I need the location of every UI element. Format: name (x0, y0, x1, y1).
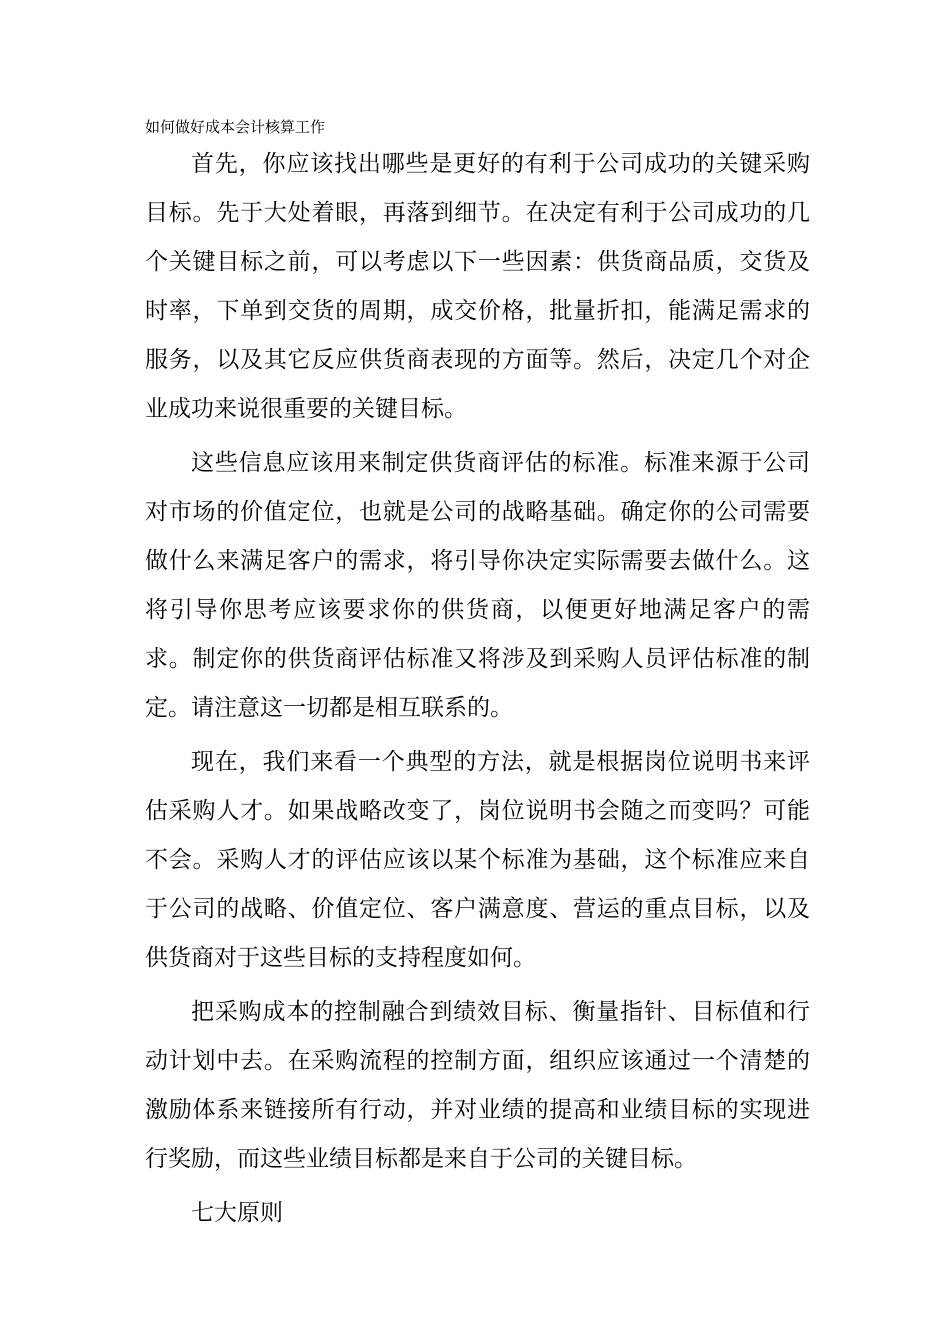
paragraph-3: 现在，我们来看一个典型的方法，就是根据岗位说明书来评估采购人才。如果战略改变了，岗位说明书会随之而变吗？可能不会。采购人才的评估应该以某个标准为基础，这个标准应来自于公司的战略、价值定位、客户满意度、营运的重点目标，以及供货商对于这些目标的支持程度如何。 (145, 749, 810, 971)
paragraph-2: 这些信息应该用来制定供货商评估的标准。标准来源于公司对市场的价值定位，也就是公司的战略基础。确定你的公司需要做什么来满足客户的需求，将引导你决定实际需要去做什么。这将引导你思考应该要求你的供货商，以便更好地满足客户的需求。制定你的供货商评估标准又将涉及到采购人员评估标准的制定。请注意这一切都是相互联系的。 (145, 450, 810, 721)
document-body (145, 140, 810, 1238)
document-title: 如何做好成本会计核算工作 (145, 118, 326, 136)
paragraph-4: 把采购成本的控制融合到绩效目标、衡量指针、目标值和行动计划中去。在采购流程的控制方面，组织应该通过一个清楚的激励体系来链接所有行动，并对业绩的提高和业绩目标的实现进行奖励，而这些业绩目标都是来自于公司的关键目标。 (145, 999, 810, 1172)
section-heading: 七大原则 (191, 1200, 283, 1226)
paragraph-1: 首先，你应该找出哪些是更好的有利于公司成功的关键采购目标。先于大处着眼，再落到细节。在决定有利于公司成功的几个关键目标之前，可以考虑以下一些因素：供货商品质，交货及时率，下单到交货的周期，成交价格，批量折扣，能满足需求的服务，以及其它反应供货商表现的方面等。然后，决定几个对企业成功来说很重要的关键目标。 (145, 151, 810, 422)
